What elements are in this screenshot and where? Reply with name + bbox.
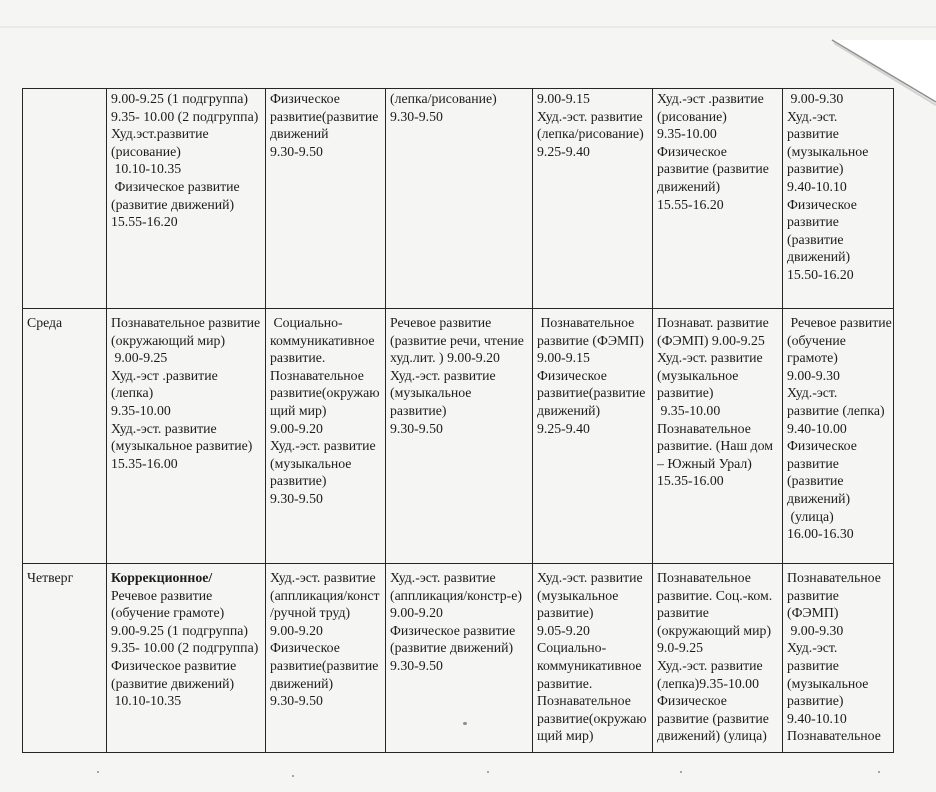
schedule-entry-line: 9.40-10.10 [787,710,847,726]
schedule-entry-line: Физическое развитие [390,622,516,638]
schedule-cell [783,89,894,309]
schedule-entry-line: (окружающий мир) [657,622,772,638]
schedule-cell [266,89,386,309]
schedule-entry-line: (лепка)9.35-10.00 [657,675,759,691]
schedule-entry-line: 9.35- 10.00 (2 подгруппа) [111,640,259,656]
schedule-entry-line: Познавательное [537,693,631,709]
schedule-entry-line: (аппликация/констр-е) [390,587,522,603]
scan-speck [878,771,880,773]
schedule-entry-line: Физическое развитие [111,657,237,673]
schedule-entry-line: 9.30-9.50 [270,693,323,709]
schedule-entry-line: Худ.-эст. развитие [537,108,643,124]
schedule-cell [386,564,533,753]
schedule-entry-line: 9.35-10.00 [657,402,721,418]
schedule-cell [107,89,266,309]
schedule-entry-line: (музыкальное развитие) [111,438,253,454]
schedule-table [22,88,894,753]
schedule-entry-line: Физическое [787,438,857,454]
schedule-entry-line: Худ.-эст. развитие [270,438,376,454]
schedule-entry-line: (улица) [787,508,834,524]
schedule-entry-line: Социально- [537,640,607,656]
schedule-entry-line: развитие) [657,385,714,401]
schedule-entry-line: (музыкальное [390,385,472,401]
schedule-cell [783,564,894,753]
schedule-entry-line: Познавательное [270,367,364,383]
schedule-entry-line: щий мир) [270,402,327,418]
schedule-entry-line: 15.55-16.20 [657,196,724,212]
schedule-entry-line: 9.00-9.30 [787,622,844,638]
day-label: Четверг [27,570,74,585]
schedule-entry-line: Речевое развитие [390,315,492,330]
schedule-entry-line: развитие [787,657,839,673]
schedule-entry-line: 9.00-9.25 [111,350,168,366]
schedule-entry-line: развитие. Соц.-ком. [657,587,773,603]
schedule-entry-line: Худ.-эст. развитие [657,350,763,366]
schedule-entry-line: (лепка/рисование) [537,126,644,142]
schedule-entry-line: (развитие движений) [390,640,514,656]
schedule-table-body [23,89,894,753]
schedule-cell [386,89,533,309]
schedule-entry-line: (музыкальное [270,455,352,471]
schedule-entry-line: 9.00-9.30 [787,91,844,106]
schedule-entry-line: Худ.-эст. [787,640,838,656]
schedule-cell [107,564,266,753]
schedule-cell [266,564,386,753]
schedule-entry-line: Познавательное [657,420,751,436]
schedule-entry-line: 15.55-16.20 [111,214,178,230]
schedule-entry-line: развитие [787,214,839,230]
schedule-entry-line: 9.30-9.50 [270,143,323,159]
schedule-entry-line: развитие. (Наш дом [657,438,773,454]
day-cell [23,309,107,564]
schedule-entry-line: Худ.-эст. [787,108,838,124]
schedule-entry-line: Худ.-эст. развитие [390,367,496,383]
schedule-entry-line: Познавательное [657,570,751,585]
schedule-entry-line: (развитие речи, чтение [390,332,524,348]
schedule-entry-line: 9.00-9.20 [390,605,443,621]
schedule-cell [653,564,783,753]
schedule-entry-line: (аппликация/конст [270,587,380,603]
schedule-entry-line: Худ.-эст .развитие [111,367,218,383]
schedule-entry-line: коммуникативное [537,657,642,673]
schedule-entry-line: /ручной труд) [270,605,351,621]
schedule-entry-line: (музыкальное [657,367,739,383]
schedule-entry-line: (рисование) [111,143,181,159]
scan-shadow-band [0,26,936,28]
schedule-entry-line: Худ.-эст. развитие [657,657,763,673]
schedule-entry-line: развитие [787,455,839,471]
schedule-entry-line: Худ.-эст. развитие [111,420,217,436]
schedule-entry-line: (обучение грамоте) [111,605,225,621]
schedule-entry-line: Социально- [270,315,343,330]
schedule-entry-line: 9.05-9.20 [537,622,590,638]
schedule-entry-line: Познавательное [787,728,881,744]
schedule-entry-line: развитие) [787,693,844,709]
schedule-entry-line: 9.25-9.40 [537,143,590,159]
schedule-entry-line: 9.00-9.15 [537,350,590,366]
schedule-cell [266,309,386,564]
schedule-entry-line: 9.00-9.20 [270,420,323,436]
schedule-entry-line: (ФЭМП) 9.00-9.25 [657,332,765,348]
schedule-entry-line: (развитие движений) [111,196,235,212]
schedule-entry-line: Речевое развитие [787,315,892,330]
schedule-entry-line: 9.40-10.10 [787,178,847,194]
schedule-entry-line: 9.30-9.50 [390,657,443,673]
schedule-entry-line: 9.00-9.25 (1 подгруппа) [111,622,248,638]
schedule-entry-line: Худ.эст.развитие [111,126,209,142]
schedule-entry-line: 9.30-9.50 [390,108,443,124]
schedule-cell [653,89,783,309]
schedule-entry-line: (развитие [787,473,844,489]
schedule-entry-line: – Южный Урал) [657,455,752,471]
schedule-entry-line: 16.00-16.30 [787,526,854,542]
schedule-entry-line: Познавательное [787,570,881,585]
schedule-entry-line: развитие(окружаю [270,385,380,401]
schedule-entry-line: (лепка) [111,385,154,401]
scan-speck [292,775,294,777]
schedule-entry-line: развитие(развитие [270,657,379,673]
schedule-entry-line: развитие(развитие [270,108,379,124]
schedule-entry-line: 15.35-16.00 [657,473,724,489]
schedule-entry-line: развитие. [537,675,593,691]
schedule-entry-line: коммуникативное [270,332,375,348]
schedule-entry-line: 9.00-9.20 [270,622,323,638]
schedule-entry-line: 15.50-16.20 [787,266,854,282]
schedule-entry-line: движений) [787,490,851,506]
schedule-entry-line: развитие (развитие [657,161,769,177]
schedule-entry-line: 9.35-10.00 [657,126,717,142]
day-cell [23,89,107,309]
schedule-entry-line: Речевое развитие [111,587,213,603]
schedule-entry-line: 9.25-9.40 [537,420,590,436]
schedule-entry-line: движений) [537,402,601,418]
scan-speck [463,722,467,725]
schedule-cell [386,309,533,564]
schedule-row [23,564,894,753]
schedule-entry-line: (развитие [787,231,844,247]
schedule-entry-line: (музыкальное [537,587,619,603]
schedule-entry-line: (музыкальное [787,675,869,691]
schedule-entry-line: Физическое [270,91,340,106]
schedule-entry-line: 10.10-10.35 [111,161,182,177]
scan-speck [97,771,99,773]
scan-speck [487,771,489,773]
schedule-entry-line: развитие [787,126,839,142]
day-cell [23,564,107,753]
scan-speck [680,771,682,773]
schedule-entry-line: Познавательное [537,315,635,330]
schedule-entry-line: развитие) [390,402,447,418]
schedule-entry-line: 9.40-10.00 [787,420,847,436]
schedule-entry-line: щий мир) [537,728,594,744]
schedule-entry-line: 9.00-9.15 [537,91,590,106]
schedule-entry-line: развитие (ФЭМП) [537,332,644,348]
schedule-entry-line: (развитие движений) [111,675,235,691]
schedule-entry-line: развитие) [537,605,594,621]
schedule-entry-line: (музыкальное [787,143,869,159]
schedule-entry-line: 9.30-9.50 [270,490,323,506]
schedule-entry-line: движений [270,126,329,142]
schedule-entry-line: Худ.-эст .развитие [657,91,764,106]
schedule-entry-line: развитие (лепка) [787,402,885,418]
schedule-entry-line: развитие) [787,161,844,177]
day-label: Среда [27,315,63,330]
schedule-entry-line: худ.лит. ) 9.00-9.20 [390,350,500,366]
schedule-entry-line: движений) (улица) [657,728,767,744]
schedule-entry-line: 9.00-9.30 [787,367,840,383]
schedule-entry-line: (рисование) [657,108,727,124]
schedule-entry-line: Физическое [657,143,727,159]
schedule-entry-line: Познават. развитие [657,315,769,330]
schedule-cell [783,309,894,564]
schedule-entry-line: Физическое [270,640,340,656]
schedule-entry-line: Худ.-эст. развитие [270,570,376,585]
schedule-entry-line: Худ.-эст. [787,385,838,401]
schedule-entry-line: развитие (развитие [657,710,769,726]
schedule-entry-line: движений) [270,675,334,691]
schedule-entry-line: Познавательное развитие [111,315,261,330]
schedule-row [23,309,894,564]
schedule-entry-line: Физическое [657,693,727,709]
schedule-entry-line: 15.35-16.00 [111,455,178,471]
schedule-entry-line: развитие(развитие [537,385,646,401]
schedule-cell [533,564,653,753]
schedule-entry-line: движений) [657,178,721,194]
schedule-entry-line: (окружающий мир) [111,332,226,348]
schedule-entry-line: движений) [787,249,851,265]
schedule-entry-line: Физическое развитие [111,178,240,194]
schedule-row [23,89,894,309]
schedule-entry-line: развитие) [270,473,327,489]
schedule-entry-line: Физическое [787,196,857,212]
schedule-entry-line: (обучение [787,332,846,348]
schedule-entry-line: Физическое [537,367,607,383]
schedule-entry-line: грамоте) [787,350,838,366]
schedule-entry-line: развитие. [270,350,326,366]
schedule-entry-line: развитие [787,587,839,603]
schedule-entry-line: 9.0-9.25 [657,640,703,656]
schedule-entry-line: (ФЭМП) [787,605,839,621]
schedule-entry-line: 10.10-10.35 [111,693,182,709]
schedule-entry-line: Худ.-эст. развитие [537,570,643,585]
schedule-entry-line: (лепка/рисование) [390,91,497,106]
schedule-entry-line: Худ.-эст. развитие [390,570,496,585]
schedule-cell [533,89,653,309]
schedule-cell [533,309,653,564]
schedule-cell [653,309,783,564]
schedule-entry-line: развитие [657,605,709,621]
cell-heading: Коррекционное/ [111,570,213,585]
schedule-entry-line: 9.00-9.25 (1 подгруппа) [111,91,248,106]
schedule-entry-line: развитие(окружаю [537,710,647,726]
schedule-entry-line: 9.35-10.00 [111,402,171,418]
schedule-entry-line: 9.30-9.50 [390,420,443,436]
schedule-entry-line: 9.35- 10.00 (2 подгруппа) [111,108,259,124]
schedule-cell [107,309,266,564]
